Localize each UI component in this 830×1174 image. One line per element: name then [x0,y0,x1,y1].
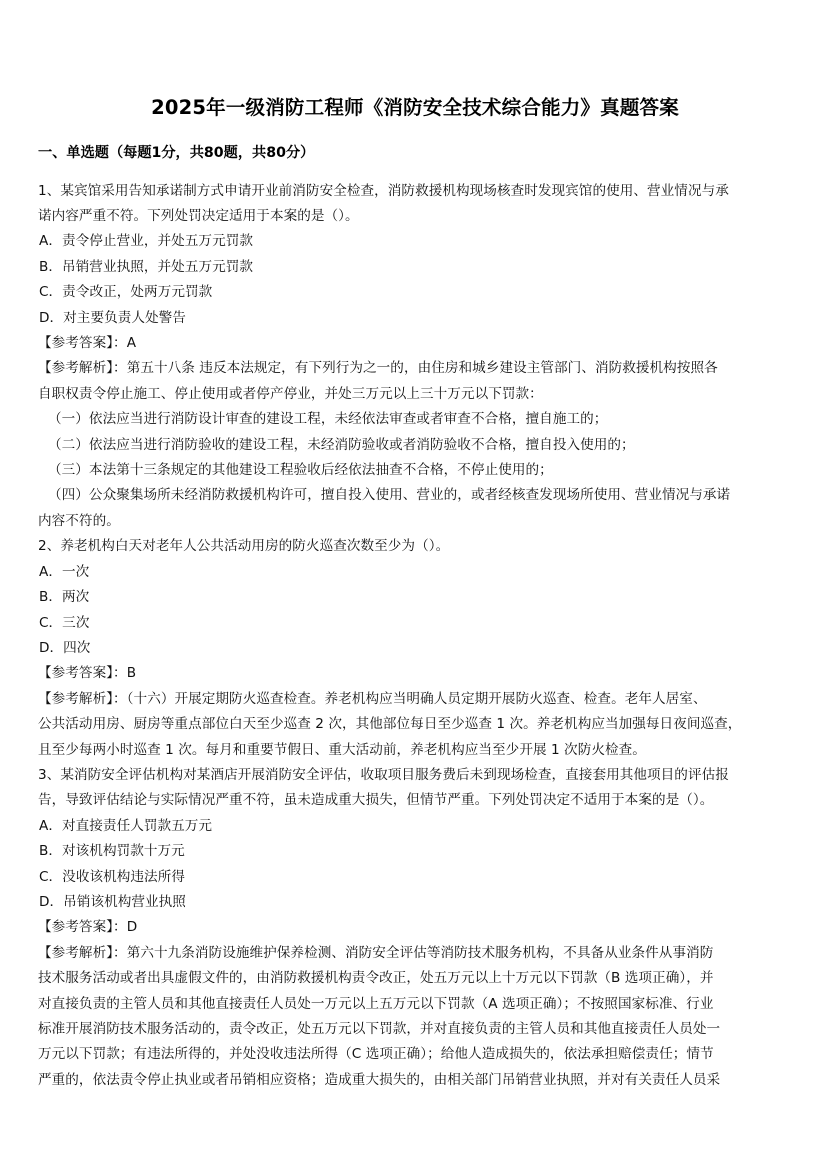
question-body [0,179,830,1094]
text-line: 3、某消防安全评估机构对某酒店开展消防安全评估，收取项目服务费后未到现场检查，直接套用其他项目的评估报 [38,766,729,783]
text-line-option: D．四次 [39,639,91,656]
section-heading-single-choice: 一、单选题（每题1分，共80题，共80分） [38,145,315,162]
text-line: 2、养老机构白天对老年人公共活动用房的防火巡查次数至少为（）。 [38,538,450,555]
text-line-analysis: 万元以下罚款；有违法所得的，并处没收违法所得（C 选项正确）；给他人造成损失的，依法承担赔偿责任；情节 [38,1046,714,1063]
text-line: 告，导致评估结论与实际情况严重不符，虽未造成重大损失，但情节严重。下列处罚决定不适用于本案的是（）。 [38,792,714,809]
text-line-analysis: （一）依法应当进行消防设计审查的建设工程，未经依法审查或者审查不合格，擅自施工的； [48,411,608,428]
text-line-option: B．吊销营业执照，并处五万元罚款 [39,258,254,275]
text-line-analysis: 技术服务活动或者出具虚假文件的，由消防救援机构责令改正，处五万元以上十万元以下罚款（B 选项正确），并 [38,970,714,987]
text-line-analysis: 严重的，依法责令停止执业或者吊销相应资格；造成重大损失的，由相关部门吊销营业执照，并对有关责任人员采 [38,1071,721,1088]
text-line: 诺内容严重不符。下列处罚决定适用于本案的是（）。 [38,208,359,225]
text-line-analysis: 【参考解析】：第五十八条 违反本法规定，有下列行为之一的，由住房和城乡建设主管部门、消防救援机构按照各 [38,360,718,377]
text-line-analysis: 对直接负责的主管人员和其他直接责任人员处一万元以上五万元以下罚款（A 选项正确）；不按照国家标准、行业 [38,995,714,1012]
text-line-option: C．责令改正，处两万元罚款 [39,284,213,301]
text-line-analysis: 公共活动用房、厨房等重点部位白天至少巡查 2 次，其他部位每日至少巡查 1 次。养老机构应当加强每日夜间巡查， [38,716,742,733]
text-line-answer: 【参考答案】：D [38,919,138,936]
text-line-analysis: 【参考解析】：第六十九条消防设施维护保养检测、消防安全评估等消防技术服务机构，不具备从业条件从事消防 [38,944,714,961]
text-line-option: D．吊销该机构营业执照 [39,893,186,910]
text-line-analysis: 内容不符的。 [38,512,120,529]
text-line-option: B．两次 [39,589,90,606]
text-line-option: C．三次 [39,614,90,631]
text-line-analysis: （二）依法应当进行消防验收的建设工程，未经消防验收或者消防验收不合格，擅自投入使用的； [48,436,635,453]
text-line-option: A．一次 [39,563,90,580]
text-line-option: D．对主要负责人处警告 [39,309,186,326]
text-line-answer: 【参考答案】：A [38,335,137,352]
text-line-option: A．责令停止营业，并处五万元罚款 [39,233,254,250]
text-line-analysis: （三）本法第十三条规定的其他建设工程验收后经依法抽查不合格，不停止使用的； [48,462,553,479]
text-line: 1、某宾馆采用告知承诺制方式申请开业前消防安全检查，消防救援机构现场核查时发现宾馆的使用、营业情况与承 [38,182,729,199]
text-line-analysis: （四）公众聚集场所未经消防救援机构许可，擅自投入使用、营业的，或者经核查发现场所使用、营业情况与承诺 [48,487,731,504]
text-line-answer: 【参考答案】：B [38,665,137,682]
text-line-option: C．没收该机构违法所得 [39,868,185,885]
text-line-option: A．对直接责任人罚款五万元 [39,817,213,834]
text-line-analysis: 标准开展消防技术服务活动的，责令改正，处五万元以下罚款，并对直接负责的主管人员和其他直接责任人员处一 [38,1021,721,1038]
text-line-analysis: 【参考解析】：（十六）开展定期防火巡查检查。养老机构应当明确人员定期开展防火巡查、检查。老年人居室、 [38,690,707,707]
text-line-analysis: 且至少每两小时巡查 1 次。每月和重要节假日、重大活动前，养老机构应当至少开展 1 次防火检查。 [38,741,646,758]
text-line-analysis: 自职权责令停止施工、停止使用或者停产停业，并处三万元以上三十万元以下罚款： [38,385,543,402]
text-line-option: B．对该机构罚款十万元 [39,843,185,860]
page-title: 2025年一级消防工程师《消防安全技术综合能力》真题答案 [151,96,679,119]
